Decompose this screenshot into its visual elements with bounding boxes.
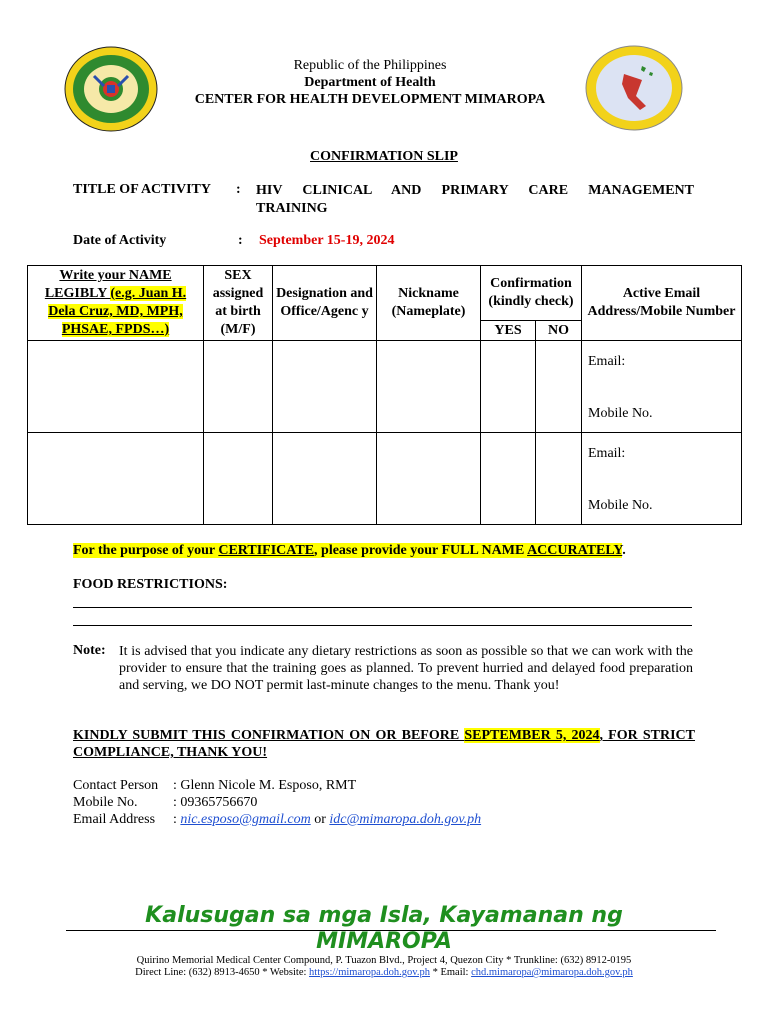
deadline-part3: , FOR STRICT COMPLIANCE, THANK YOU!: [73, 728, 696, 760]
certificate-note-part2: CERTIFICATE: [218, 543, 315, 558]
no-cell[interactable]: [536, 433, 582, 525]
contact-email-or: or: [310, 812, 330, 827]
header-designation: Designation and Office/Agenc y: [273, 266, 377, 341]
table-row: [28, 433, 742, 525]
name-cell[interactable]: [28, 433, 204, 525]
certificate-note-part4: ACCURATELY: [527, 543, 623, 558]
contact-email-colon: :: [173, 812, 181, 827]
no-cell[interactable]: [536, 341, 582, 433]
note-label: Note:: [73, 643, 106, 658]
motto-line-2: MIMAROPA: [316, 929, 452, 954]
table-row: [28, 341, 742, 433]
header-name-example: (e.g. Juan H. Dela Cruz, MD, MPH, PHSAE, FPDS…): [48, 286, 187, 337]
header-confirmation: Confirmation (kindly check): [481, 266, 582, 321]
header-nickname: Nickname (Nameplate): [377, 266, 481, 341]
activity-date-colon: :: [238, 233, 243, 248]
deadline-notice: [73, 727, 695, 761]
deadline-date: SEPTEMBER 5, 2024: [464, 728, 600, 743]
center-line: CENTER FOR HEALTH DEVELOPMENT MIMAROPA: [194, 92, 546, 107]
footer-website-link[interactable]: https://mimaropa.doh.gov.ph: [309, 967, 430, 978]
name-cell[interactable]: [28, 341, 204, 433]
contact-mobile-row: [73, 795, 257, 811]
designation-cell[interactable]: [273, 433, 377, 525]
contact-email-link-1[interactable]: nic.esposo@gmail.com: [180, 812, 311, 827]
food-restrictions-line-1[interactable]: [73, 607, 692, 608]
footer-direct-line: Direct Line: (632) 8913-4650 * Website:: [135, 967, 310, 978]
doh-seal-logo: [64, 46, 158, 132]
header-no: NO: [536, 321, 582, 341]
contact-email-label: Email Address: [73, 812, 156, 827]
confirmation-table: [27, 265, 742, 525]
department-line: Department of Health: [304, 75, 436, 90]
header-name: [28, 266, 204, 341]
activity-title-label: TITLE OF ACTIVITY: [73, 182, 211, 197]
designation-cell[interactable]: [273, 341, 377, 433]
contact-person-label: Contact Person: [73, 778, 159, 793]
email-label: Email:: [588, 445, 626, 461]
contact-mobile-label: Mobile No.: [73, 795, 138, 810]
contact-person-row: [73, 778, 356, 794]
yes-cell[interactable]: [481, 433, 536, 525]
republic-line: Republic of the Philippines: [293, 58, 447, 73]
chd-mimaropa-seal-logo: [584, 44, 684, 132]
motto-line-1: Kalusugan sa mga Isla, Kayamanan ng: [145, 903, 623, 928]
email-label: Email:: [588, 353, 626, 369]
activity-date-value: September 15-19, 2024: [259, 233, 395, 248]
certificate-note-part3: , please provide your FULL NAME: [314, 543, 528, 558]
note-text: It is advised that you indicate any dietary restrictions as soon as possible so that we can work with the provider to ensure that the training goes as planned. To prevent hurried and delayed food preparation and serving, we DO NOT permit last-minute changes to the menu. Thank you!: [119, 644, 693, 693]
header-sex: SEX assigned at birth (M/F): [204, 266, 273, 341]
activity-title-colon: :: [236, 182, 241, 197]
header-contact: Active Email Address/Mobile Number: [582, 266, 742, 341]
certificate-note: [73, 543, 626, 559]
document-title: CONFIRMATION SLIP: [310, 149, 458, 164]
nickname-cell[interactable]: [377, 433, 481, 525]
activity-title-line2: TRAINING: [256, 201, 328, 216]
contact-cell[interactable]: [582, 341, 742, 433]
food-restrictions-label: FOOD RESTRICTIONS:: [73, 577, 228, 592]
footer-email-link[interactable]: chd.mimaropa@mimaropa.doh.gov.ph: [471, 967, 633, 978]
sex-cell[interactable]: [204, 433, 273, 525]
contact-email-link-2[interactable]: idc@mimaropa.doh.gov.ph: [329, 812, 482, 827]
contact-cell[interactable]: [582, 433, 742, 525]
nickname-cell[interactable]: [377, 341, 481, 433]
contact-person-value: : Glenn Nicole M. Esposo, RMT: [173, 778, 357, 793]
certificate-note-part5: .: [622, 543, 626, 558]
header-name-plain: Write your NAME LEGIBLY: [44, 268, 172, 301]
mobile-label: Mobile No.: [588, 497, 653, 513]
activity-date-label: Date of Activity: [73, 233, 167, 248]
contact-mobile-value: : 09365756670: [173, 795, 258, 810]
deadline-part1: KINDLY SUBMIT THIS CONFIRMATION ON OR BEFORE: [73, 728, 465, 743]
activity-title-value: [256, 182, 694, 218]
contact-email-row: [73, 812, 481, 828]
certificate-note-part1: For the purpose of your: [73, 543, 219, 558]
yes-cell[interactable]: [481, 341, 536, 433]
footer-contact-line: [40, 967, 728, 979]
mobile-label: Mobile No.: [588, 405, 653, 421]
header-yes: YES: [481, 321, 536, 341]
food-restrictions-line-2[interactable]: [73, 625, 692, 626]
footer-email-prefix: * Email:: [429, 967, 472, 978]
activity-title-line1: HIV CLINICAL AND PRIMARY CARE MANAGEMENT: [256, 183, 694, 198]
footer-address: Quirino Memorial Medical Center Compound, P. Tuazon Blvd., Project 4, Quezon City * Trunkline: (632) 8912-0195: [136, 955, 632, 966]
header-block: [160, 57, 580, 108]
sex-cell[interactable]: [204, 341, 273, 433]
